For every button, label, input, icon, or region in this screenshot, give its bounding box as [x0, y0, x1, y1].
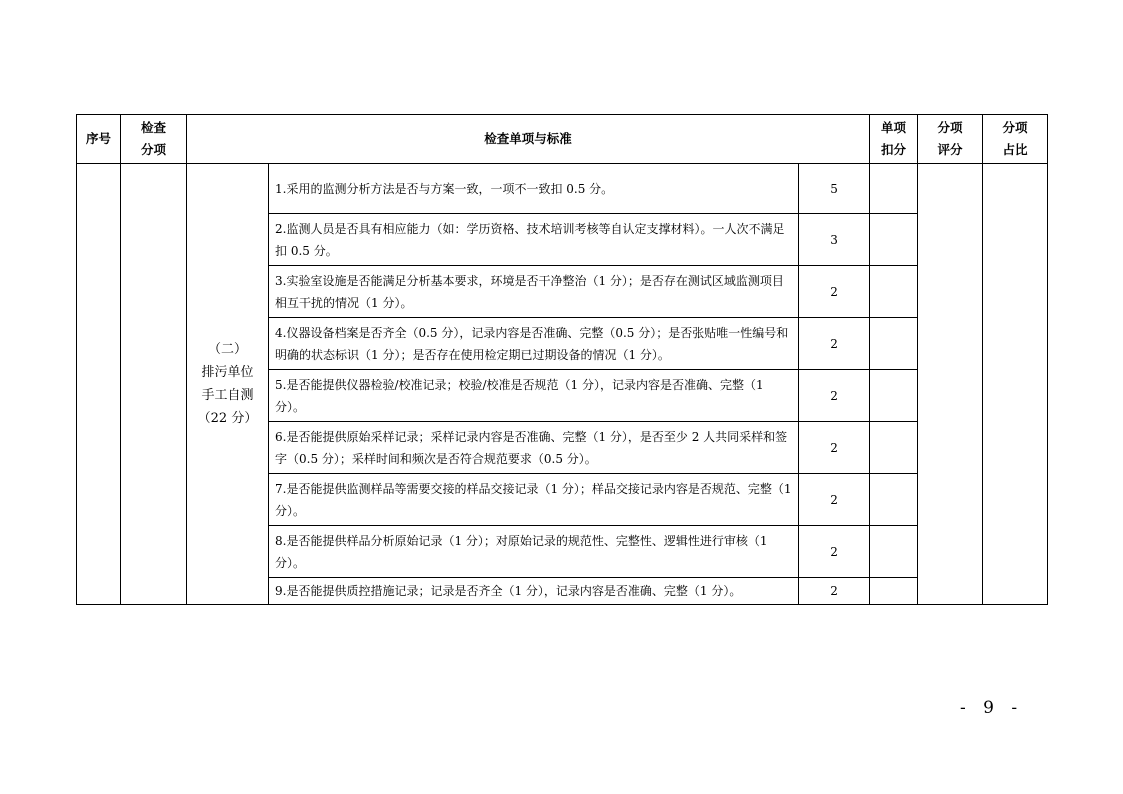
deduction-cell	[870, 318, 918, 370]
criterion-text: 4.仪器设备档案是否齐全（0.5 分），记录内容是否准确、完整（0.5 分）；是否张贴唯一性编号和明确的状态标识（1 分）；是否存在使用检定期已过期设备的情况（1 分）。	[269, 318, 799, 370]
criterion-text: 3.实验室设施是否能满足分析基本要求，环境是否干净整治（1 分）；是否存在测试区域监测项目相互干扰的情况（1 分）。	[269, 266, 799, 318]
criterion-text: 2.监测人员是否具有相应能力（如：学历资格、技术培训考核等自认定支撑材料）。一人次不满足扣 0.5 分。	[269, 214, 799, 266]
criterion-text: 8.是否能提供样品分析原始记录（1 分）；对原始记录的规范性、完整性、逻辑性进行审核（1 分）。	[269, 526, 799, 578]
criterion-score: 2	[799, 578, 870, 605]
table-header-row	[77, 115, 1048, 164]
inspection-table-container	[76, 114, 1047, 605]
page-number: - 9 -	[960, 698, 1024, 718]
criterion-score: 2	[799, 526, 870, 578]
header-deduction: 单项 扣分	[870, 115, 918, 164]
criterion-score: 3	[799, 214, 870, 266]
category-cell	[121, 164, 187, 605]
inspection-table	[76, 114, 1048, 605]
section-cell: （二） 排污单位 手工自测 （22 分）	[187, 164, 269, 605]
deduction-cell	[870, 214, 918, 266]
table-row	[77, 164, 1048, 214]
deduction-cell	[870, 474, 918, 526]
header-rating: 分项 评分	[918, 115, 983, 164]
criterion-text: 5.是否能提供仪器检验/校准记录；校验/校准是否规范（1 分），记录内容是否准确、完整（1 分）。	[269, 370, 799, 422]
criterion-score: 2	[799, 474, 870, 526]
deduction-cell	[870, 266, 918, 318]
criterion-text: 1.采用的监测分析方法是否与方案一致，一项不一致扣 0.5 分。	[269, 164, 799, 214]
criterion-text: 9.是否能提供质控措施记录；记录是否齐全（1 分），记录内容是否准确、完整（1 分）。	[269, 578, 799, 605]
deduction-cell	[870, 526, 918, 578]
seq-cell	[77, 164, 121, 605]
criterion-score: 5	[799, 164, 870, 214]
criterion-score: 2	[799, 266, 870, 318]
header-category: 检查 分项	[121, 115, 187, 164]
deduction-cell	[870, 422, 918, 474]
criterion-text: 6.是否能提供原始采样记录；采样记录内容是否准确、完整（1 分），是否至少 2 人共同采样和签字（0.5 分）；采样时间和频次是否符合规范要求（0.5 分）。	[269, 422, 799, 474]
criterion-score: 2	[799, 370, 870, 422]
rating-cell	[918, 164, 983, 605]
header-ratio: 分项 占比	[983, 115, 1048, 164]
criterion-score: 2	[799, 422, 870, 474]
header-items: 检查单项与标准	[187, 115, 870, 164]
deduction-cell	[870, 370, 918, 422]
header-seq: 序号	[77, 115, 121, 164]
criterion-score: 2	[799, 318, 870, 370]
ratio-cell	[983, 164, 1048, 605]
criterion-text: 7.是否能提供监测样品等需要交接的样品交接记录（1 分）；样品交接记录内容是否规范、完整（1 分）。	[269, 474, 799, 526]
deduction-cell	[870, 164, 918, 214]
deduction-cell	[870, 578, 918, 605]
